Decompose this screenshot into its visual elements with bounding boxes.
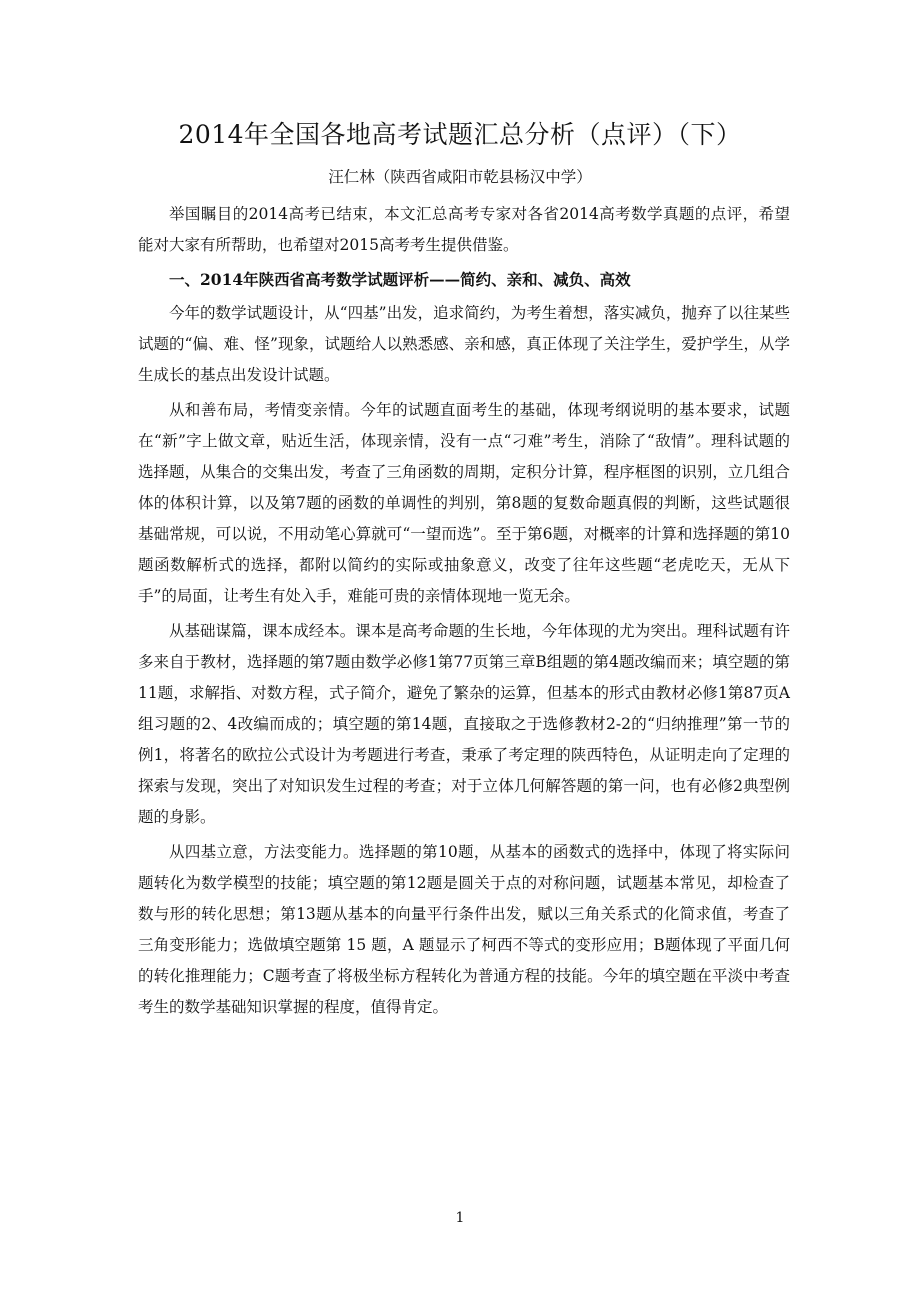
- paragraph-4: 从四基立意，方法变能力。选择题的第10题，从基本的函数式的选择中，体现了将实际问题转化为数学模型的技能；填空题的第12题是圆关于点的对称问题，试题基本常见，却检查了数与形的转化思想；第13题从基本的向量平行条件出发，赋以三角关系式的化简求值，考查了三角变形能力；选做填空题第 15 题，A 题显示了柯西不等式的变形应用；B题体现了平面几何的转化推理能力；C题考查了将极坐标方程转化为普通方程的技能。今年的填空题在平淡中考查考生的数学基础知识掌握的程度，值得肯定。: [138, 843, 790, 1016]
- paragraph-1: 今年的数学试题设计，从“四基”出发，追求简约，为考生着想，落实减负，抛弃了以往某些试题的“偏、难、怪”现象，试题给人以熟悉感、亲和感，真正体现了关注学生，爱护学生，从学生成长的基点出发设计试题。: [138, 304, 790, 384]
- section-heading: 一、2014年陕西省高考数学试题评析——简约、亲和、减负、高效: [169, 270, 631, 289]
- document-title: 2014年全国各地高考试题汇总分析（点评）（下）: [178, 120, 742, 149]
- paragraph-2: 从和善布局，考情变亲情。今年的试题直面考生的基础，体现考纲说明的基本要求，试题在“新”字上做文章，贴近生活，体现亲情，没有一点“刁难”考生，消除了“敌情”。理科试题的选择题，从集合的交集出发，考查了三角函数的周期，定积分计算，程序框图的识别，立几组合体的体积计算，以及第7题的函数的单调性的判别，第8题的复数命题真假的判断，这些试题很基础常规，可以说，不用动笔心算就可“一望而选”。至于第6题，对概率的计算和选择题的第10题函数解析式的选择，都附以简约的实际或抽象意义，改变了往年这些题“老虎吃天，无从下手”的局面，让考生有处入手，难能可贵的亲情体现地一览无余。: [138, 401, 790, 605]
- author-line: 汪仁林（陕西省咸阳市乾县杨汉中学）: [328, 168, 592, 186]
- intro-paragraph: 举国瞩目的2014高考已结束，本文汇总高考专家对各省2014高考数学真题的点评，希望能对大家有所帮助，也希望对2015高考考生提供借鉴。: [138, 205, 790, 254]
- document-body: [138, 199, 790, 1027]
- paragraph-3: 从基础谋篇，课本成经本。课本是高考命题的生长地，今年体现的尤为突出。理科试题有许多来自于教材，选择题的第7题由数学必修1第77页第三章B组题的第4题改编而来；填空题的第11题，求解指、对数方程，式子简介，避免了繁杂的运算，但基本的形式由教材必修1第87页A组习题的2、4改编而成的；填空题的第14题，直接取之于选修教材2-2的“归纳推理”第一节的例1，将著名的欧拉公式设计为考题进行考查，秉承了考定理的陕西特色，从证明走向了定理的探索与发现，突出了对知识发生过程的考查；对于立体几何解答题的第一问，也有必修2典型例题的身影。: [138, 622, 790, 826]
- page-number: 1: [455, 1210, 465, 1226]
